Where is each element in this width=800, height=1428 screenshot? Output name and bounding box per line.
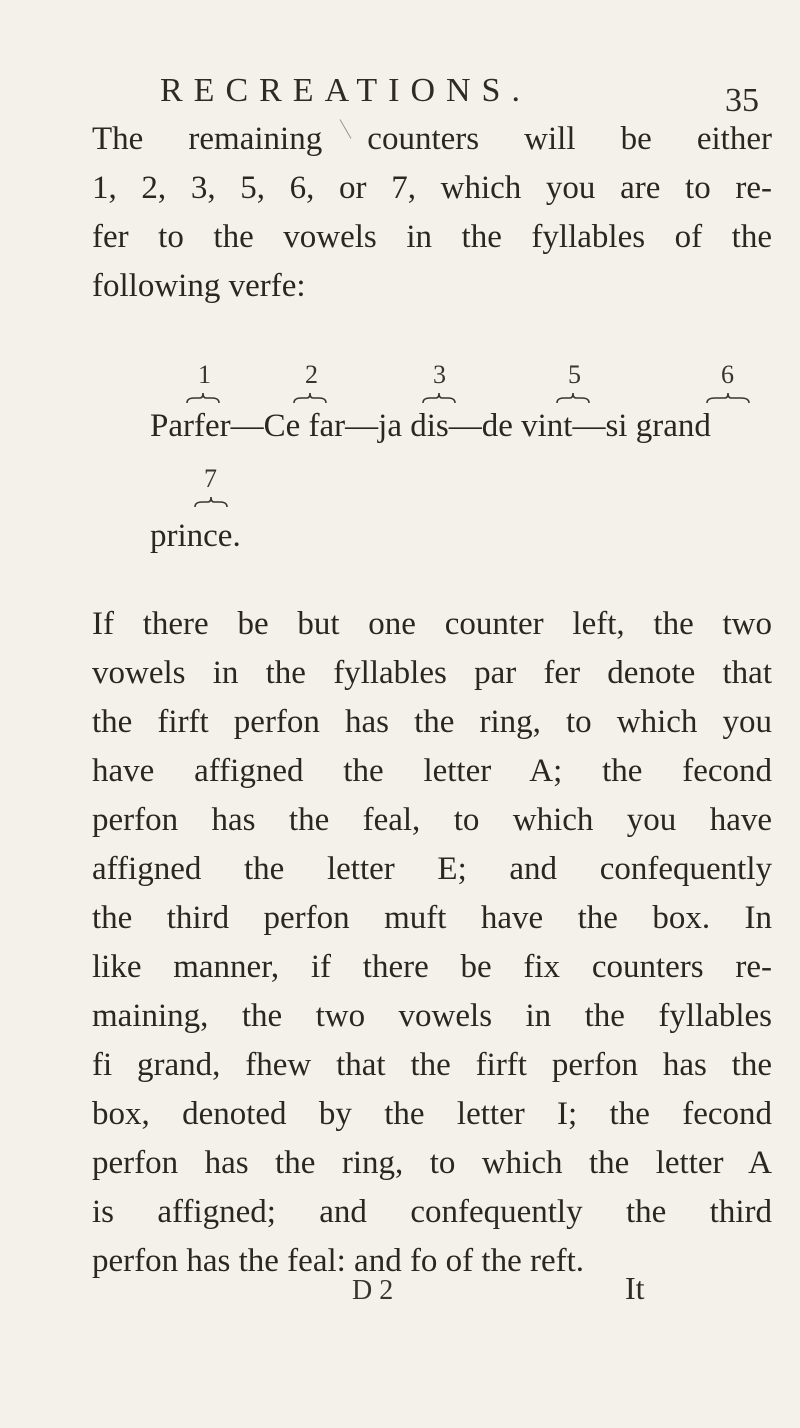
text-line: have affigned the letter A; the fecond — [92, 753, 772, 789]
brace-icon — [194, 496, 228, 508]
text-line: following verfe: — [92, 268, 306, 304]
vowel-number: 1 — [198, 360, 211, 389]
text-line: vowels in the fyllables par fer denote that — [92, 655, 772, 691]
vowel-number: 6 — [721, 360, 734, 389]
text-line: perfon has the feal: and fo of the reft. — [92, 1243, 585, 1279]
text-line: If there be but one counter left, the two — [92, 606, 772, 642]
text-line: fer to the vowels in the fyllables of the — [92, 219, 772, 255]
text-line: the third perfon muft have the box. In — [92, 900, 772, 936]
text-line: affigned the letter E; and confequently — [92, 851, 772, 887]
text-line: box, denoted by the letter I; the fecond — [92, 1096, 772, 1132]
paragraph-intro — [92, 115, 772, 311]
paragraph-explanation — [92, 600, 772, 1286]
text-line: 1, 2, 3, 5, 6, or 7, which you are to re- — [92, 170, 772, 206]
text-line: maining, the two vowels in the fyllables — [92, 998, 772, 1034]
vowel-number: 3 — [433, 360, 446, 389]
page-number: 35 — [725, 82, 759, 119]
brace-icon — [422, 392, 456, 404]
vowel-number: 7 — [204, 464, 217, 493]
brace-icon — [293, 392, 327, 404]
text-line: the firft perfon has the ring, to which you — [92, 704, 772, 740]
text-line: like manner, if there be fix counters re- — [92, 949, 772, 985]
catchword: It — [625, 1270, 645, 1306]
text-line: perfon has the feal, to which you have — [92, 802, 772, 838]
brace-icon — [556, 392, 590, 404]
vowel-number: 5 — [568, 360, 581, 389]
brace-icon — [706, 392, 740, 404]
signature-mark: D 2 — [352, 1275, 394, 1306]
text-line: fi grand, fhew that the firft perfon has the — [92, 1047, 772, 1083]
text-line: The remaining counters will be either — [92, 121, 772, 157]
verse-block — [150, 360, 750, 560]
text-line: is affigned; and confequently the third — [92, 1194, 772, 1230]
verse-line: prince. — [150, 518, 241, 554]
running-head: RECREATIONS. — [160, 72, 531, 109]
brace-icon — [186, 392, 220, 404]
text-line: perfon has the ring, to which the letter A — [92, 1145, 772, 1181]
vowel-number: 2 — [305, 360, 318, 389]
verse-line: Parfer—Ce far—ja dis—de vint—si grand — [150, 408, 711, 444]
